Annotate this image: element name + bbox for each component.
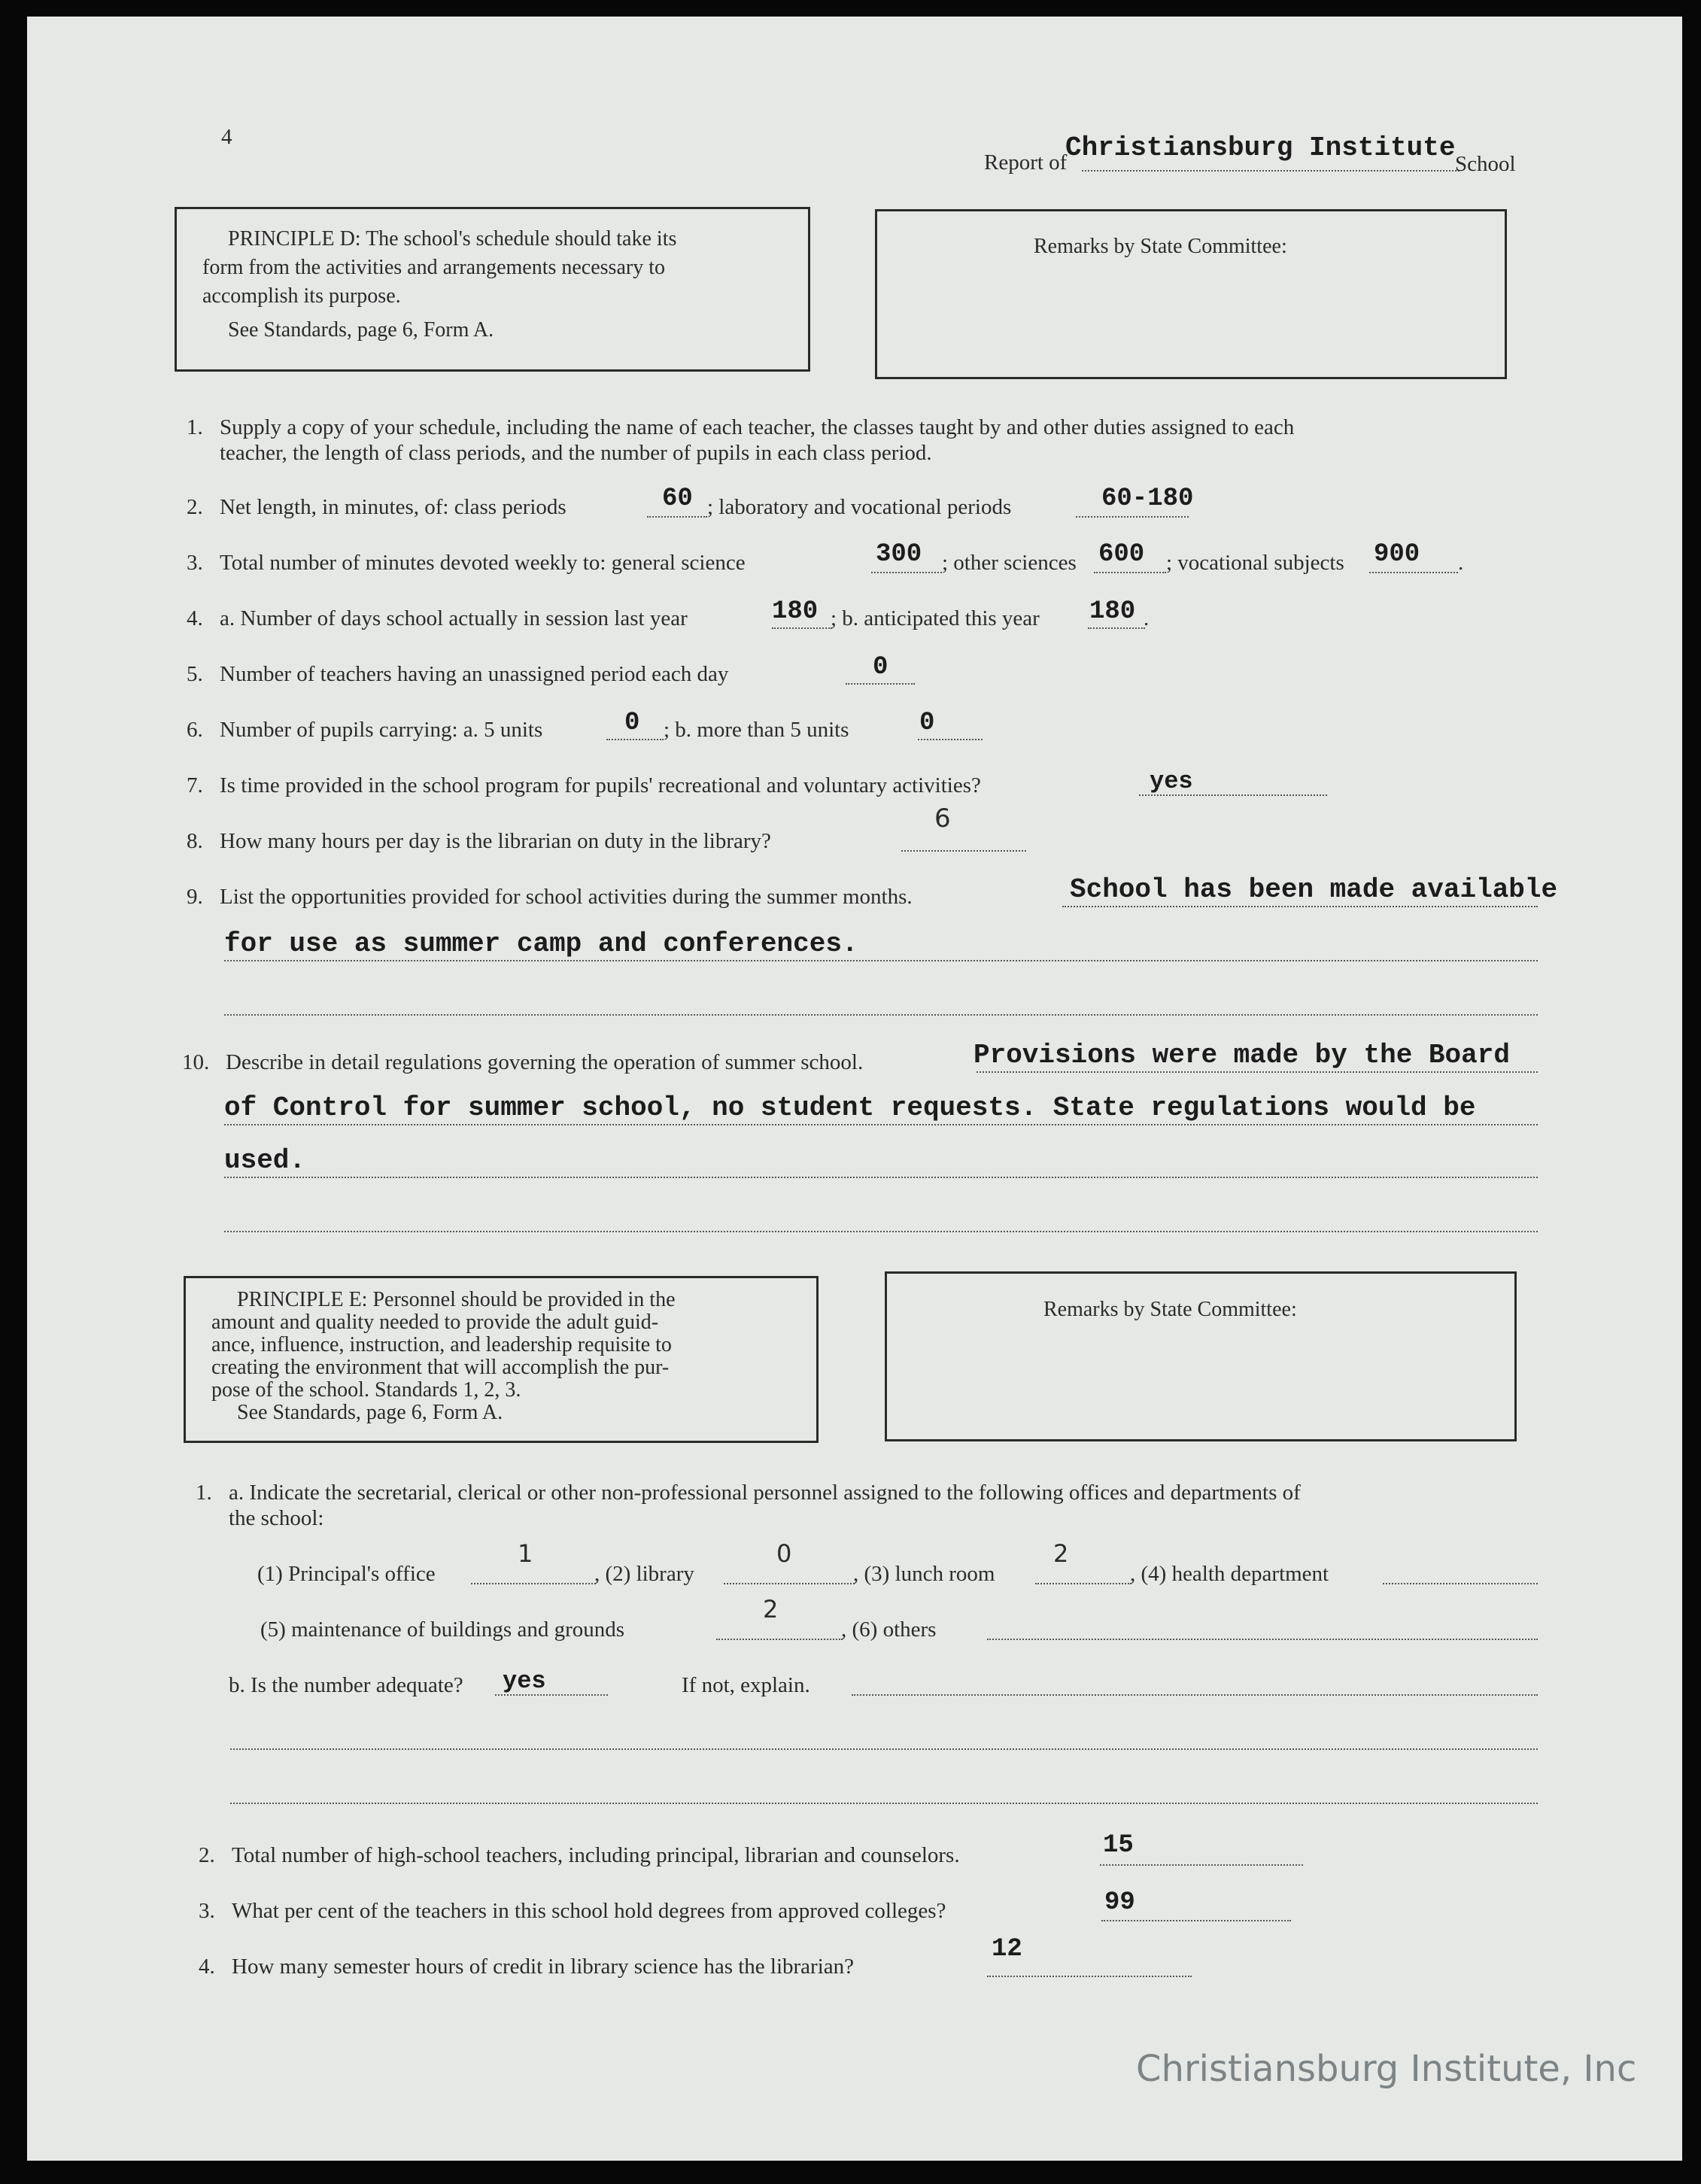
d-q10-answer-line-1: Provisions were made by the Board xyxy=(974,1040,1510,1071)
others-line xyxy=(987,1639,1538,1640)
school-name-line xyxy=(1082,170,1460,172)
adequate-value: yes xyxy=(503,1667,546,1695)
d-q4-line-a xyxy=(772,627,832,629)
school-name: Christiansburg Institute xyxy=(1065,132,1456,163)
d-q6-value-a: 0 xyxy=(624,709,640,737)
maintenance-label: (5) maintenance of buildings and grounds xyxy=(260,1617,625,1642)
library-label: , (2) library xyxy=(594,1562,694,1586)
d-q8-label: How many hours per day is the librarian on duty in the library? xyxy=(220,829,771,853)
d-q10-answer-line-3: used. xyxy=(224,1145,306,1176)
d-q5-value: 0 xyxy=(873,653,888,682)
d-q6-line-a xyxy=(606,739,664,740)
principle-e-line-3: ance, influence, instruction, and leadership requisite to xyxy=(211,1333,672,1356)
e-q2-number: 2. xyxy=(199,1843,215,1867)
d-q2-number: 2. xyxy=(187,495,203,519)
d-q3-value-c: 900 xyxy=(1374,540,1420,569)
e-q4-number: 4. xyxy=(199,1955,215,1979)
d-q9-line-1 xyxy=(1062,906,1538,907)
d-q6-number: 6. xyxy=(187,718,203,742)
principle-d-line-4: See Standards, page 6, Form A. xyxy=(228,318,494,342)
adequate-label: b. Is the number adequate? xyxy=(229,1673,463,1697)
principle-e-line-5: pose of the school. Standards 1, 2, 3. xyxy=(211,1378,521,1402)
d-q6-value-b: 0 xyxy=(919,709,935,737)
d-q8-line xyxy=(901,850,1026,852)
d-q5-number: 5. xyxy=(187,662,203,686)
principle-e-line-1: PRINCIPLE E: Personnel should be provided in the xyxy=(237,1288,676,1311)
d-q3-line-c xyxy=(1369,572,1458,573)
remarks-box-d xyxy=(875,209,1507,379)
d-q3-label-b: ; other sciences xyxy=(942,551,1077,575)
remarks-box-e xyxy=(885,1271,1517,1441)
e-q1-intro-line-2: the school: xyxy=(229,1506,324,1530)
maintenance-value: 2 xyxy=(763,1595,779,1624)
d-q10-label: Describe in detail regulations governing the operation of summer school. xyxy=(226,1050,864,1074)
e-q4-line xyxy=(987,1976,1192,1977)
remarks-label-e: Remarks by State Committee: xyxy=(1043,1298,1297,1321)
d-q10-line-4 xyxy=(224,1231,1538,1232)
lunch-room-value: 2 xyxy=(1053,1539,1069,1568)
e-q3-number: 3. xyxy=(199,1899,215,1923)
d-q9-line-2 xyxy=(224,960,1538,961)
principle-e-box xyxy=(184,1276,819,1443)
page-number: 4 xyxy=(221,125,232,149)
d-q8-number: 8. xyxy=(187,829,203,853)
maintenance-line xyxy=(716,1639,843,1640)
d-q10-number: 10. xyxy=(182,1050,210,1074)
principle-e-line-2: amount and quality needed to provide the adult guid- xyxy=(211,1311,659,1334)
principle-d-box xyxy=(175,207,810,372)
principle-d-line-2: form from the activities and arrangements necessary to xyxy=(202,256,665,279)
d-q3-label-c: ; vocational subjects xyxy=(1166,551,1344,575)
d-q9-label: List the opportunities provided for school activities during the summer months. xyxy=(220,885,913,909)
e-q1-number: 1. xyxy=(196,1481,212,1505)
principals-office-label: (1) Principal's office xyxy=(257,1562,436,1586)
d-q6-line-b xyxy=(918,739,983,740)
e-q4-value: 12 xyxy=(992,1935,1022,1964)
principals-office-line xyxy=(471,1583,596,1584)
d-q4-number: 4. xyxy=(187,606,203,630)
d-q2-label-a: Net length, in minutes, of: class periods xyxy=(220,495,566,519)
d-q2-value-b: 60-180 xyxy=(1101,484,1194,513)
d-q3-label-a: Total number of minutes devoted weekly to: general science xyxy=(220,551,746,575)
d-q10-line-3 xyxy=(224,1177,1538,1178)
d-q4-label-a: a. Number of days school actually in session last year xyxy=(220,606,688,630)
d-q4-value-b: 180 xyxy=(1089,597,1136,626)
library-value: 0 xyxy=(776,1539,792,1568)
d-q9-answer-line-1: School has been made available xyxy=(1070,874,1558,905)
d-q1-number: 1. xyxy=(187,415,203,439)
principle-d-line-1: PRINCIPLE D: The school's schedule should take its xyxy=(228,227,677,251)
d-q9-answer-line-2: for use as summer camp and conferences. xyxy=(224,928,858,959)
health-department-label: , (4) health department xyxy=(1130,1562,1329,1586)
d-q5-label: Number of teachers having an unassigned period each day xyxy=(220,662,729,686)
d-q3-end: . xyxy=(1458,551,1464,575)
d-q9-number: 9. xyxy=(187,885,203,909)
d-q4-label-b: ; b. anticipated this year xyxy=(831,606,1040,630)
school-suffix: School xyxy=(1455,152,1516,176)
e-q1-intro-line-1: a. Indicate the secretarial, clerical or other non-professional personnel assigned to the following offices and departments of xyxy=(229,1481,1301,1505)
d-q10-line-1 xyxy=(977,1071,1538,1073)
d-q4-value-a: 180 xyxy=(772,597,819,626)
e-q3-label: What per cent of the teachers in this school hold degrees from approved colleges? xyxy=(232,1899,946,1923)
others-label: , (6) others xyxy=(841,1617,937,1642)
d-q6-label-a: Number of pupils carrying: a. 5 units xyxy=(220,718,543,742)
lunch-room-label: , (3) lunch room xyxy=(853,1562,995,1586)
e-q4-label: How many semester hours of credit in library science has the librarian? xyxy=(232,1955,855,1979)
d-q7-label: Is time provided in the school program for pupils' recreational and voluntary activities? xyxy=(220,773,981,797)
d-q3-value-a: 300 xyxy=(876,540,922,569)
d-q4-end: . xyxy=(1144,606,1150,630)
d-q10-line-2 xyxy=(224,1124,1538,1125)
e-q2-label: Total number of high-school teachers, including principal, librarian and counselors. xyxy=(232,1843,960,1867)
d-q3-line-b xyxy=(1094,572,1166,573)
report-of-label: Report of xyxy=(984,150,1068,175)
e-q3-line xyxy=(1101,1920,1291,1921)
health-department-line xyxy=(1383,1583,1538,1584)
remarks-label-d: Remarks by State Committee: xyxy=(1034,235,1287,258)
explain-label: If not, explain. xyxy=(682,1673,810,1697)
form-page xyxy=(27,17,1682,2161)
d-q8-value: 6 xyxy=(934,803,951,834)
principals-office-value: 1 xyxy=(518,1539,533,1568)
d-q2-line-b xyxy=(1076,516,1189,518)
explain-line-3 xyxy=(230,1803,1538,1804)
explain-line-2 xyxy=(230,1748,1538,1750)
e-q2-value: 15 xyxy=(1103,1831,1134,1860)
d-q9-line-3 xyxy=(224,1014,1538,1016)
principle-e-line-4: creating the environment that will accomplish the pur- xyxy=(211,1356,670,1379)
d-q2-value-a: 60 xyxy=(662,484,693,513)
d-q10-answer-line-2: of Control for summer school, no student requests. State regulations would be xyxy=(224,1092,1476,1123)
d-q7-value: yes xyxy=(1150,767,1193,795)
watermark: Christiansburg Institute, Inc xyxy=(1136,2048,1637,2090)
explain-line-1 xyxy=(852,1694,1538,1696)
d-q5-line xyxy=(846,683,915,685)
principle-d-line-3: accomplish its purpose. xyxy=(202,284,401,308)
principle-e-line-6: See Standards, page 6, Form A. xyxy=(237,1401,503,1424)
d-q7-number: 7. xyxy=(187,773,203,797)
e-q3-value: 99 xyxy=(1104,1888,1135,1917)
d-q6-label-b: ; b. more than 5 units xyxy=(664,718,849,742)
d-q1-line-1: Supply a copy of your schedule, including the name of each teacher, the classes taught by and other duties assigned to each xyxy=(220,415,1295,439)
d-q2-line-a xyxy=(647,516,707,518)
library-line xyxy=(724,1583,855,1584)
d-q1-line-2: teacher, the length of class periods, and the number of pupils in each class period. xyxy=(220,441,932,465)
d-q4-line-b xyxy=(1088,627,1145,629)
d-q3-value-b: 600 xyxy=(1098,540,1145,569)
d-q2-label-b: ; laboratory and vocational periods xyxy=(707,495,1012,519)
d-q3-number: 3. xyxy=(187,551,203,575)
d-q3-line-a xyxy=(871,572,942,573)
e-q2-line xyxy=(1100,1864,1303,1866)
lunch-room-line xyxy=(1035,1583,1131,1584)
